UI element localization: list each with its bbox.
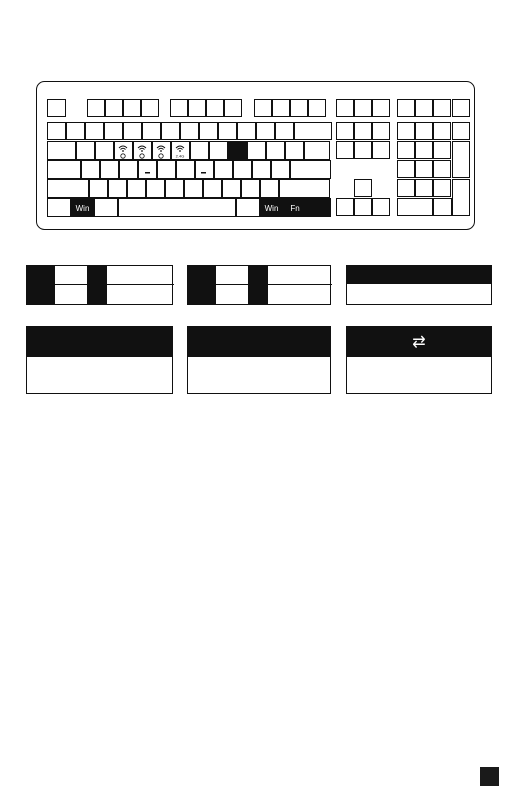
key-num-4 (124, 123, 142, 140)
key-f7 (207, 100, 224, 117)
key-pad-r3-1 (398, 161, 415, 178)
key-h-7 (215, 161, 233, 179)
key-s-4 (166, 180, 184, 198)
key-tab (48, 142, 76, 160)
key-q-9 (248, 142, 266, 160)
key-num-11 (257, 123, 275, 140)
key-h-4 (158, 161, 176, 179)
combo-box-1 (26, 265, 173, 305)
combo-box-1-key-a (27, 266, 55, 304)
panel-5 (187, 326, 331, 394)
key-lalt (95, 199, 118, 217)
key-h-1 (101, 161, 119, 179)
key-backslash (305, 142, 330, 160)
key-f2 (106, 100, 123, 117)
key-pad-dot (434, 199, 452, 216)
key-f11 (291, 100, 308, 117)
key-h-0 (82, 161, 100, 179)
key-num-9 (219, 123, 237, 140)
key-q-8 (229, 142, 247, 160)
key-f12 (309, 100, 326, 117)
page-corner-marker (480, 767, 499, 786)
key-nav-mid-2 (355, 142, 372, 159)
key-pad-plus (453, 142, 470, 178)
key-h-8 (234, 161, 252, 179)
key-f8 (225, 100, 242, 117)
key-arrow-left (337, 199, 354, 216)
key-pad-r3-3 (434, 161, 451, 178)
panel-6 (346, 326, 492, 394)
key-s-1 (109, 180, 127, 198)
key-win-right-label: Win (264, 204, 279, 213)
key-sys-2 (355, 100, 372, 117)
key-num-1 (67, 123, 85, 140)
key-pad-r1-4 (453, 123, 470, 140)
switch-arrows-icon: ⇄ (412, 334, 426, 351)
key-s-8 (242, 180, 260, 198)
key-pad-r4-2 (416, 180, 433, 197)
combo-box-3-header (347, 266, 491, 284)
key-enter (291, 161, 331, 179)
key-win-left-label: Win (75, 204, 90, 213)
key-pad-r2-2 (416, 142, 433, 159)
key-s-3 (147, 180, 165, 198)
key-s-6 (204, 180, 222, 198)
key-s-9 (261, 180, 279, 198)
key-s-2 (128, 180, 146, 198)
key-num-8 (200, 123, 218, 140)
key-q-1 (96, 142, 114, 160)
key-h-3 (139, 161, 157, 179)
key-q-0 (77, 142, 95, 160)
key-pad-r1-3 (434, 123, 451, 140)
key-caps (48, 161, 81, 179)
key-f10 (273, 100, 290, 117)
wifi-2.4g-label: 2.4G (175, 153, 185, 159)
key-nav-top-2 (355, 123, 372, 140)
key-num-6 (162, 123, 180, 140)
key-s-5 (185, 180, 203, 198)
key-num-7 (181, 123, 199, 140)
key-sys-1 (337, 100, 354, 117)
key-q-7 (210, 142, 228, 160)
key-h-10 (272, 161, 290, 179)
key-arrow-right (373, 199, 390, 216)
key-rctrl (308, 199, 331, 217)
combo-box-2-key-a (188, 266, 216, 304)
key-nav-top-1 (337, 123, 354, 140)
key-nav-top-3 (373, 123, 390, 140)
key-pad-r2-3 (434, 142, 451, 159)
combo-box-2 (187, 265, 331, 305)
key-media-4 (453, 100, 470, 117)
key-pad-r4-1 (398, 180, 415, 197)
key-sys-3 (373, 100, 390, 117)
key-h-2 (120, 161, 138, 179)
key-f5 (171, 100, 188, 117)
combo-box-2-divider (216, 284, 332, 285)
key-h-6 (196, 161, 214, 179)
key-q-11 (286, 142, 304, 160)
key-num-2 (86, 123, 104, 140)
key-media-3 (434, 100, 451, 117)
key-h-5 (177, 161, 195, 179)
panel-4 (26, 326, 173, 394)
key-arrow-down (355, 199, 372, 216)
key-num-0 (48, 123, 66, 140)
key-ralt (237, 199, 260, 217)
key-num-5 (143, 123, 161, 140)
key-num-3 (105, 123, 123, 140)
key-pad-enter (453, 180, 470, 216)
combo-box-3 (346, 265, 492, 305)
key-backspace (295, 123, 332, 140)
key-pad-r4-3 (434, 180, 451, 197)
key-q-10 (267, 142, 285, 160)
key-q-6 (191, 142, 209, 160)
key-f4 (142, 100, 159, 117)
key-nav-mid-3 (373, 142, 390, 159)
key-media-2 (416, 100, 433, 117)
key-h-9 (253, 161, 271, 179)
panel-4-header (27, 327, 172, 357)
keyboard-diagram (0, 0, 510, 240)
key-arrow-up (355, 180, 372, 197)
combo-box-1-key-b (87, 266, 107, 304)
key-f6 (189, 100, 206, 117)
panel-5-header (188, 327, 330, 357)
key-pad-r3-2 (416, 161, 433, 178)
key-num-10 (238, 123, 256, 140)
key-esc (48, 100, 66, 117)
key-f1 (88, 100, 105, 117)
key-rshift (280, 180, 330, 198)
key-f-bump (145, 172, 150, 174)
key-space (119, 199, 236, 217)
key-media-1 (398, 100, 415, 117)
key-s-0 (90, 180, 108, 198)
key-fn-label: Fn (290, 204, 300, 213)
panel-6-header (347, 327, 491, 357)
key-nav-mid-1 (337, 142, 354, 159)
key-f3 (124, 100, 141, 117)
key-num-12 (276, 123, 294, 140)
key-pad-r1-2 (416, 123, 433, 140)
combo-box-1-divider (55, 284, 174, 285)
combo-box-2-key-b (248, 266, 268, 304)
key-s-7 (223, 180, 241, 198)
key-pad-r1-1 (398, 123, 415, 140)
key-lshift (48, 180, 89, 198)
key-pad-r2-1 (398, 142, 415, 159)
key-j-bump (201, 172, 206, 174)
key-pad-0 (398, 199, 433, 216)
key-f9 (255, 100, 272, 117)
key-lctrl (48, 199, 71, 217)
